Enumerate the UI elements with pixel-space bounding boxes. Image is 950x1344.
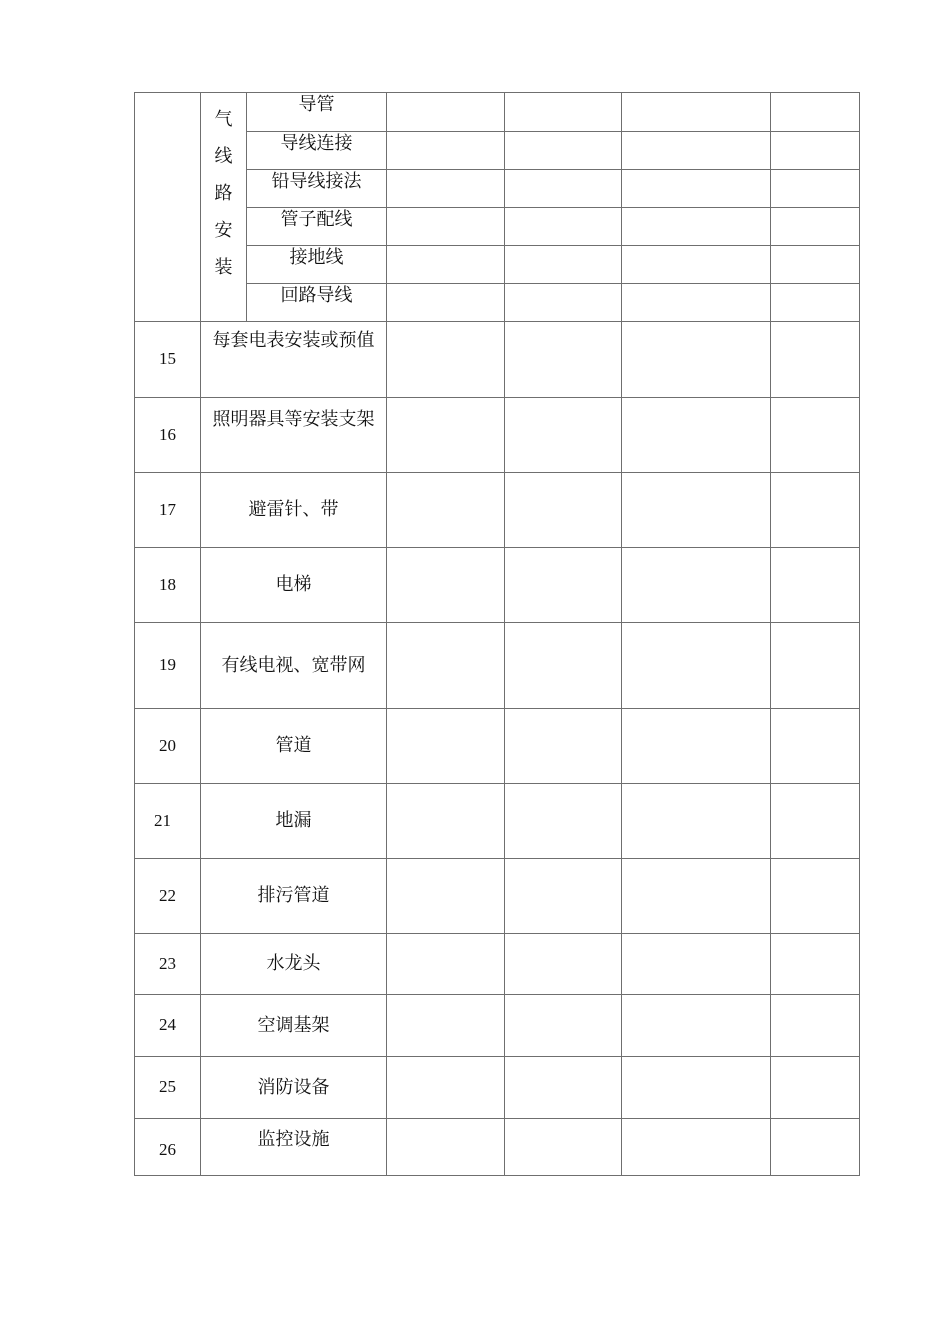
row-number: 19 xyxy=(135,623,201,709)
blank-cell xyxy=(622,398,771,473)
table-row xyxy=(135,93,860,132)
blank-cell xyxy=(771,208,860,246)
blank-cell xyxy=(387,93,505,132)
table-row xyxy=(135,322,860,398)
blank-cell xyxy=(387,398,505,473)
subsection-label-char: 路 xyxy=(214,183,233,204)
row-number: 17 xyxy=(135,473,201,548)
blank-cell xyxy=(505,132,622,170)
blank-cell xyxy=(505,284,622,322)
table-row xyxy=(135,473,860,548)
item-name: 消防设备 xyxy=(201,1057,387,1119)
table-row xyxy=(135,1119,860,1176)
blank-cell xyxy=(505,995,622,1057)
blank-cell xyxy=(387,322,505,398)
blank-cell xyxy=(771,473,860,548)
item-name: 排污管道 xyxy=(201,859,387,934)
table-row xyxy=(135,709,860,784)
item-name: 监控设施 xyxy=(201,1119,387,1176)
sub-item-name: 接地线 xyxy=(247,246,387,284)
table-row xyxy=(135,859,860,934)
item-name: 水龙头 xyxy=(201,934,387,995)
row-number: 21 xyxy=(135,784,201,859)
blank-cell xyxy=(387,784,505,859)
blank-cell xyxy=(771,995,860,1057)
row-number: 16 xyxy=(135,398,201,473)
table-row xyxy=(135,623,860,709)
sub-item-name: 回路导线 xyxy=(247,284,387,322)
row-number: 15 xyxy=(135,322,201,398)
blank-cell xyxy=(505,859,622,934)
item-name: 避雷针、带 xyxy=(201,473,387,548)
sub-item-name: 管子配线 xyxy=(247,208,387,246)
blank-cell xyxy=(771,398,860,473)
subsection-label xyxy=(201,93,247,322)
blank-cell xyxy=(622,548,771,623)
blank-cell xyxy=(622,170,771,208)
blank-cell xyxy=(387,284,505,322)
blank-cell xyxy=(771,934,860,995)
row-number: 25 xyxy=(135,1057,201,1119)
item-name: 每套电表安装或预值 xyxy=(201,322,387,398)
blank-cell xyxy=(505,170,622,208)
number-cell-empty xyxy=(135,93,201,322)
blank-cell xyxy=(387,934,505,995)
blank-cell xyxy=(622,934,771,995)
table-row xyxy=(135,784,860,859)
blank-cell xyxy=(622,623,771,709)
blank-cell xyxy=(505,208,622,246)
sub-item-name: 导管 xyxy=(247,93,387,132)
blank-cell xyxy=(505,1057,622,1119)
blank-cell xyxy=(505,548,622,623)
blank-cell xyxy=(622,995,771,1057)
blank-cell xyxy=(771,246,860,284)
blank-cell xyxy=(771,1119,860,1176)
blank-cell xyxy=(771,784,860,859)
blank-cell xyxy=(387,709,505,784)
row-number: 23 xyxy=(135,934,201,995)
blank-cell xyxy=(771,548,860,623)
blank-cell xyxy=(505,246,622,284)
subsection-label-char: 线 xyxy=(214,146,233,167)
blank-cell xyxy=(771,859,860,934)
subsection-label-char: 安 xyxy=(214,220,233,241)
blank-cell xyxy=(387,246,505,284)
row-number: 26 xyxy=(135,1119,201,1176)
blank-cell xyxy=(622,208,771,246)
blank-cell xyxy=(771,1057,860,1119)
blank-cell xyxy=(622,93,771,132)
blank-cell xyxy=(387,1119,505,1176)
table-row xyxy=(135,934,860,995)
row-number: 18 xyxy=(135,548,201,623)
blank-cell xyxy=(622,859,771,934)
blank-cell xyxy=(622,132,771,170)
table-row xyxy=(135,1057,860,1119)
blank-cell xyxy=(387,170,505,208)
blank-cell xyxy=(505,398,622,473)
blank-cell xyxy=(387,548,505,623)
item-name: 照明器具等安装支架 xyxy=(201,398,387,473)
blank-cell xyxy=(387,132,505,170)
item-name: 空调基架 xyxy=(201,995,387,1057)
blank-cell xyxy=(771,623,860,709)
blank-cell xyxy=(622,246,771,284)
inspection-table xyxy=(134,92,860,1176)
blank-cell xyxy=(387,995,505,1057)
table-row xyxy=(135,548,860,623)
row-number: 22 xyxy=(135,859,201,934)
blank-cell xyxy=(505,93,622,132)
blank-cell xyxy=(505,1119,622,1176)
item-name: 电梯 xyxy=(201,548,387,623)
blank-cell xyxy=(622,709,771,784)
blank-cell xyxy=(505,784,622,859)
blank-cell xyxy=(505,934,622,995)
blank-cell xyxy=(505,322,622,398)
row-number: 20 xyxy=(135,709,201,784)
item-name: 地漏 xyxy=(201,784,387,859)
row-number: 24 xyxy=(135,995,201,1057)
blank-cell xyxy=(622,1057,771,1119)
blank-cell xyxy=(622,322,771,398)
blank-cell xyxy=(387,623,505,709)
subsection-label-char: 装 xyxy=(214,257,233,278)
blank-cell xyxy=(387,859,505,934)
subsection-label-char: 气 xyxy=(214,109,233,130)
blank-cell xyxy=(505,623,622,709)
blank-cell xyxy=(771,284,860,322)
blank-cell xyxy=(771,322,860,398)
blank-cell xyxy=(505,709,622,784)
sub-item-name: 铅导线接法 xyxy=(247,170,387,208)
blank-cell xyxy=(387,473,505,548)
blank-cell xyxy=(622,784,771,859)
blank-cell xyxy=(622,473,771,548)
item-name: 管道 xyxy=(201,709,387,784)
blank-cell xyxy=(771,709,860,784)
item-name: 有线电视、宽带网 xyxy=(201,623,387,709)
blank-cell xyxy=(505,473,622,548)
blank-cell xyxy=(387,1057,505,1119)
blank-cell xyxy=(771,93,860,132)
blank-cell xyxy=(387,208,505,246)
blank-cell xyxy=(771,170,860,208)
blank-cell xyxy=(622,284,771,322)
table-row xyxy=(135,398,860,473)
blank-cell xyxy=(622,1119,771,1176)
sub-item-name: 导线连接 xyxy=(247,132,387,170)
table-row xyxy=(135,995,860,1057)
blank-cell xyxy=(771,132,860,170)
